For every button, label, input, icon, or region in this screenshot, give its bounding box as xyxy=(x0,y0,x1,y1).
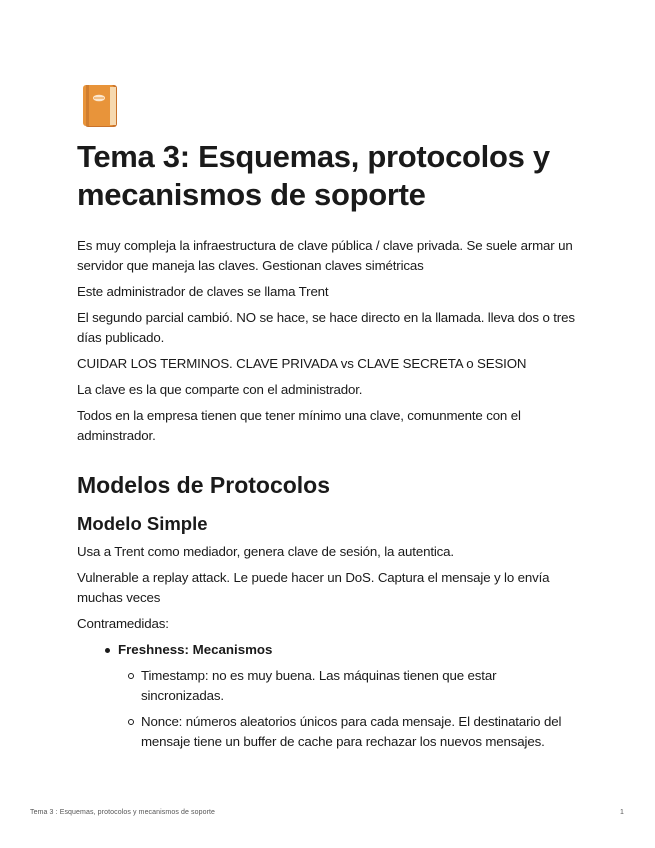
nested-list-item xyxy=(141,712,577,752)
paragraph: Vulnerable a replay attack. Le puede hacer un DoS. Captura el mensaje y lo envía muchas veces xyxy=(77,570,550,605)
section-heading: Modelos de Protocolos xyxy=(77,472,331,498)
paragraph: Este administrador de claves se llama Trent xyxy=(77,284,329,299)
bullet-dot-icon xyxy=(105,648,110,653)
paragraph: Todos en la empresa tienen que tener mínimo una clave, comunmente con el adminstrador. xyxy=(77,408,521,443)
book-icon xyxy=(82,84,120,128)
paragraph: La clave es la que comparte con el administrador. xyxy=(77,382,363,397)
paragraph: El segundo parcial cambió. NO se hace, se hace directo en la llamada. lleva dos o tres días publicado. xyxy=(77,310,575,345)
paragraph: Contramedidas: xyxy=(77,616,169,631)
document-body xyxy=(77,236,577,758)
bullet-list xyxy=(77,640,577,752)
subsection-heading: Modelo Simple xyxy=(77,513,208,534)
bullet-circle-icon xyxy=(128,719,134,725)
paragraph: Usa a Trent como mediador, genera clave de sesión, la autentica. xyxy=(77,544,454,559)
paragraph: CUIDAR LOS TERMINOS. CLAVE PRIVADA vs CLAVE SECRETA o SESION xyxy=(77,356,527,371)
bullet-circle-icon xyxy=(128,673,134,679)
nested-list xyxy=(118,666,577,752)
list-item-label: Freshness: Mecanismos xyxy=(118,642,273,657)
nested-list-item-text: Timestamp: no es muy buena. Las máquinas tienen que estar sincronizadas. xyxy=(141,668,497,703)
nested-list-item-text: Nonce: números aleatorios únicos para cada mensaje. El destinatario del mensaje tiene un buffer de cache para rechazar los nuevos mensajes. xyxy=(141,714,562,749)
nested-list-item xyxy=(141,666,577,706)
footer-title: Tema 3 : Esquemas, protocolos y mecanismos de soporte xyxy=(30,809,216,816)
footer-page-number: 1 xyxy=(620,809,624,816)
paragraph: Es muy compleja la infraestructura de clave pública / clave privada. Se suele armar un servidor que maneja las claves. Gestionan claves simétricas xyxy=(77,238,573,273)
page-title: Tema 3: Esquemas, protocolos y mecanismos de soporte xyxy=(77,139,550,212)
list-item xyxy=(118,640,577,752)
